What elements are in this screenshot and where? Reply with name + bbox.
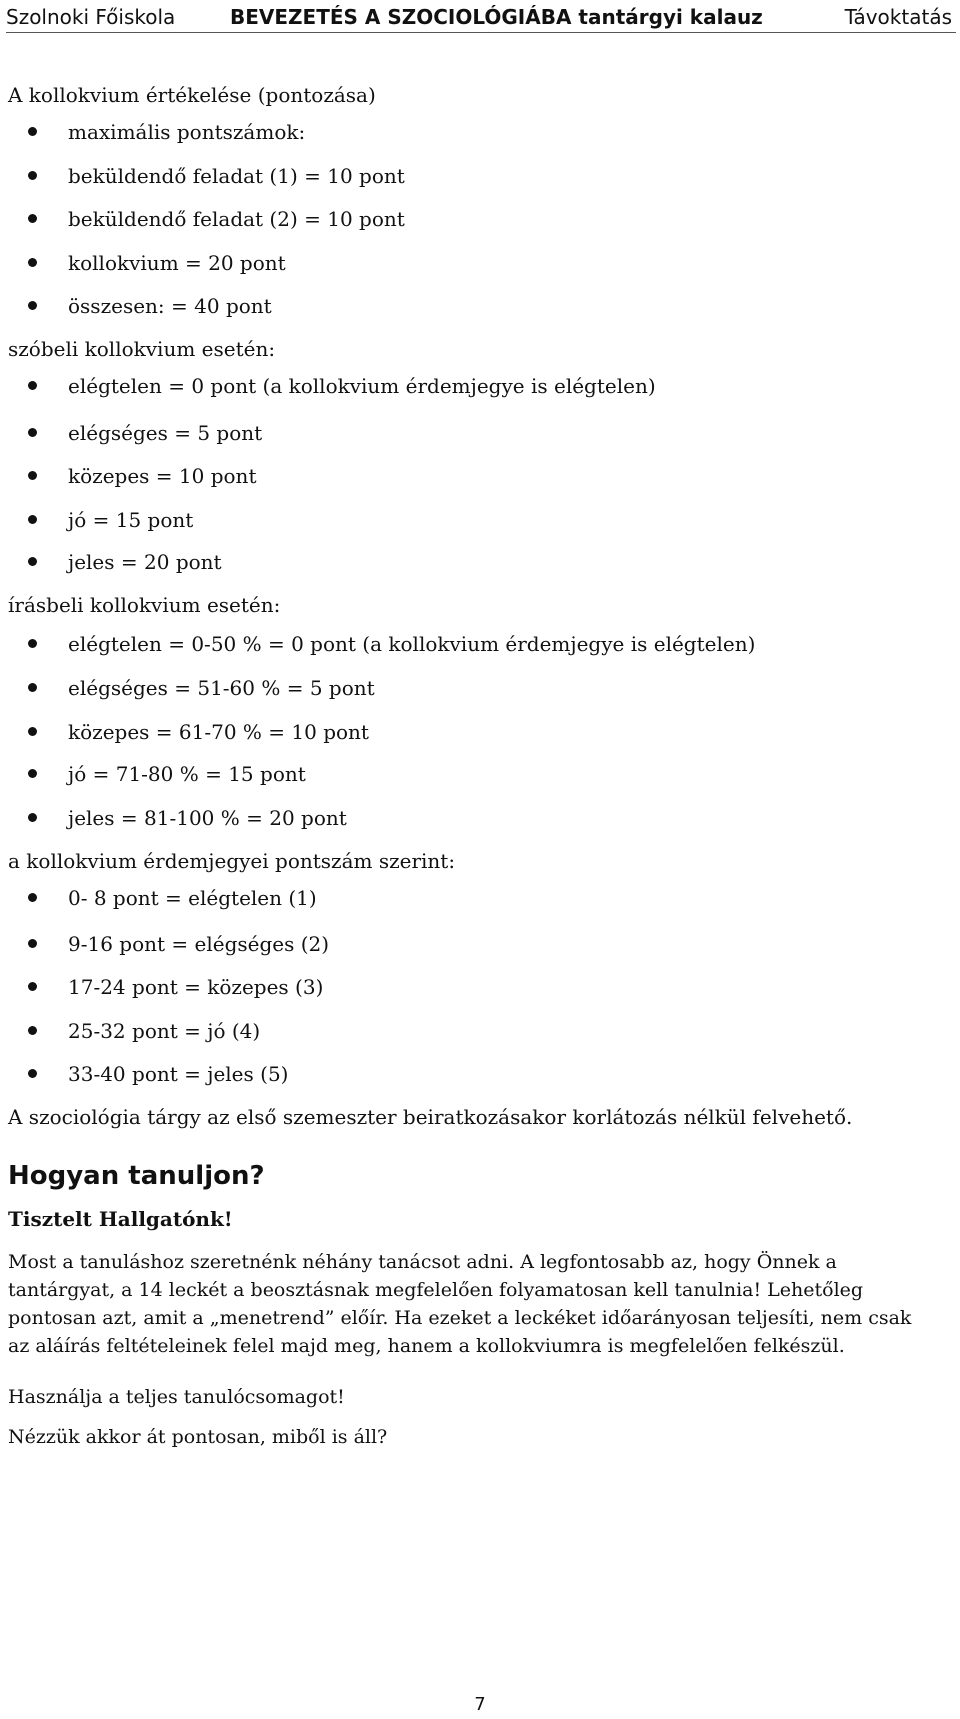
header-course-title: BEVEZETÉS A SZOCIOLÓGIÁBA tantárgyi kalauz [230,5,763,29]
bullet-icon [28,301,37,310]
list-item: beküldendő feladat (2) = 10 pont [68,207,405,231]
bullet-icon [28,171,37,180]
list-item: jeles = 20 pont [68,550,222,574]
enrollment-note: A szociológia tárgy az első szemeszter beiratkozásakor korlátozás nélkül felvehető. [8,1105,853,1129]
advice-paragraph: Most a tanuláshoz szeretnénk néhány tanácsot adni. A legfontosabb az, hogy Önnek a tantárgyat, a 14 leckét a beosztásnak megfelelően folyamatosan kell tanulnia! Lehetőleg pontosan azt, amit a „menetrend” előír. Ha ezeket a leckéket időarányosan teljesíti, nem csak az aláírás feltételeinek felel majd meg, hanem a kollokviumra is megfelelően felkészül. [8,1251,912,1357]
bullet-icon [28,1026,37,1035]
bullet-icon [28,813,37,822]
salutation: Tisztelt Hallgatónk! [8,1207,233,1231]
list-item: közepes = 10 pont [68,464,257,488]
list-item: jó = 71-80 % = 15 pont [68,762,306,786]
grades-label: a kollokvium érdemjegyei pontszám szerint: [8,849,456,873]
header-mode: Távoktatás [844,5,952,29]
header-institution: Szolnoki Főiskola [6,5,176,29]
bullet-icon [28,893,37,902]
bullet-icon [28,727,37,736]
bullet-icon [28,683,37,692]
list-item: jeles = 81-100 % = 20 pont [68,806,347,830]
section-heading: Hogyan tanuljon? [8,1161,265,1191]
bullet-icon [28,428,37,437]
bullet-icon [28,639,37,648]
bullet-icon [28,471,37,480]
list-item: beküldendő feladat (1) = 10 pont [68,164,405,188]
bullet-icon [28,381,37,390]
bullet-icon [28,557,37,566]
bullet-icon [28,939,37,948]
list-item: 9-16 pont = elégséges (2) [68,932,330,956]
list-item: összesen: = 40 pont [68,294,272,318]
list-item: elégtelen = 0-50 % = 0 pont (a kollokvium érdemjegye is elégtelen) [68,632,756,656]
bullet-icon [28,1069,37,1078]
bullet-icon [28,214,37,223]
review-line: Nézzük akkor át pontosan, miből is áll? [8,1426,388,1448]
bullet-icon [28,127,37,136]
use-package-line: Használja a teljes tanulócsomagot! [8,1386,345,1408]
bullet-icon [28,515,37,524]
list-item: elégtelen = 0 pont (a kollokvium érdemjegye is elégtelen) [68,374,656,398]
bullet-icon [28,769,37,778]
list-item: 0- 8 pont = elégtelen (1) [68,886,317,910]
list-item: jó = 15 pont [68,508,194,532]
list-item: kollokvium = 20 pont [68,251,286,275]
page-header [6,2,956,33]
list-item: 17-24 pont = közepes (3) [68,975,324,999]
list-item: elégséges = 51-60 % = 5 pont [68,676,375,700]
list-item: maximális pontszámok: [68,120,306,144]
section-title: A kollokvium értékelése (pontozása) [8,83,376,107]
bullet-icon [28,258,37,267]
oral-label: szóbeli kollokvium esetén: [8,337,276,361]
list-item: 33-40 pont = jeles (5) [68,1062,289,1086]
page-number: 7 [474,1694,486,1715]
list-item: közepes = 61-70 % = 10 pont [68,720,369,744]
list-item: elégséges = 5 pont [68,421,263,445]
list-item: 25-32 pont = jó (4) [68,1019,261,1043]
bullet-icon [28,982,37,991]
written-label: írásbeli kollokvium esetén: [8,593,281,617]
